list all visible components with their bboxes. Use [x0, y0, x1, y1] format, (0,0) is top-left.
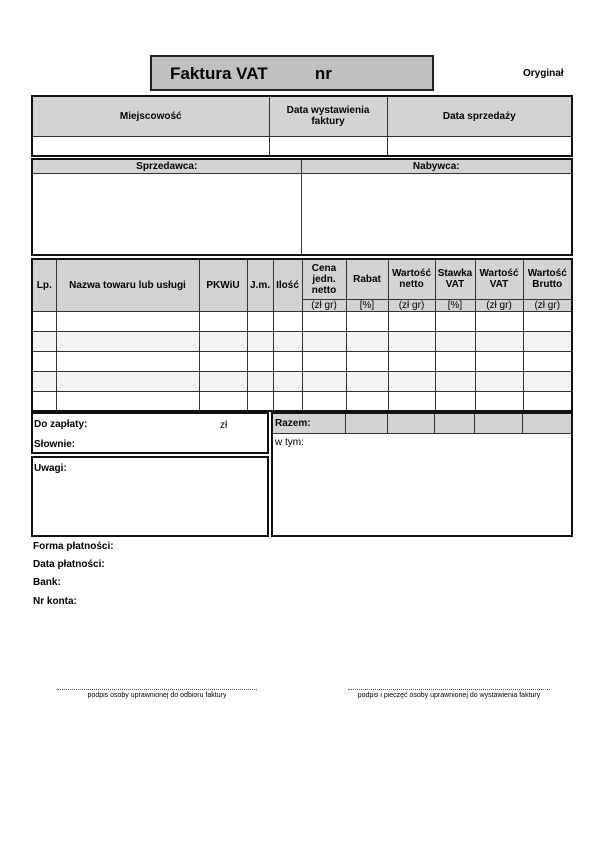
items-table	[31, 258, 573, 412]
to-pay-box	[31, 412, 269, 454]
col-qty: Ilość	[273, 259, 302, 311]
col-vat-value: Wartość VAT	[475, 259, 523, 299]
total-gross	[522, 413, 572, 433]
receiver-signature-line[interactable]	[57, 689, 257, 690]
payment-date-label: Data płatności:	[33, 559, 105, 570]
total-vat-rate	[434, 413, 474, 433]
place-value[interactable]	[32, 136, 269, 156]
col-discount: Rabat	[346, 259, 388, 299]
col-unit: J.m.	[247, 259, 273, 311]
vat-value-unit: (zł gr)	[475, 299, 523, 311]
discount-unit: [%]	[346, 299, 388, 311]
table-row[interactable]	[32, 371, 572, 391]
issue-date-header: Data wystawienia faktury	[269, 96, 387, 136]
gross-value-unit: (zł gr)	[523, 299, 572, 311]
sale-date-value[interactable]	[387, 136, 572, 156]
parties-table	[31, 158, 573, 256]
col-gross-value: Wartość Brutto	[523, 259, 572, 299]
dates-table	[31, 95, 573, 157]
total-label: Razem:	[272, 413, 345, 433]
invoice-title-box	[150, 55, 434, 91]
currency-label: zł	[220, 420, 228, 431]
col-vat-rate: Stawka VAT	[435, 259, 475, 299]
total-discount	[345, 413, 387, 433]
issuer-signature-line[interactable]	[348, 689, 550, 690]
seller-details[interactable]	[32, 173, 301, 255]
original-label: Oryginał	[523, 68, 564, 79]
issuer-signature-caption: podpis i pieczęć osoby uprawnionej do wystawienia faktury	[357, 692, 541, 699]
table-row[interactable]	[32, 391, 572, 411]
total-vat	[474, 413, 522, 433]
seller-header: Sprzedawca:	[32, 159, 301, 173]
col-lp: Lp.	[32, 259, 56, 311]
to-pay-label: Do zapłaty:	[34, 419, 88, 430]
notes-label: Uwagi:	[34, 463, 67, 474]
net-value-unit: (zł gr)	[388, 299, 435, 311]
unit-price-unit: (zł gr)	[302, 299, 346, 311]
buyer-details[interactable]	[301, 173, 572, 255]
place-header: Miejscowość	[32, 96, 269, 136]
totals-table	[271, 412, 573, 537]
table-row[interactable]	[32, 351, 572, 371]
invoice-title: Faktura VAT nr	[170, 64, 332, 83]
col-unit-price: Cena jedn. netto	[302, 259, 346, 299]
col-net-value: Wartość netto	[388, 259, 435, 299]
bank-label: Bank:	[33, 577, 61, 588]
account-number-label: Nr konta:	[33, 596, 77, 607]
col-pkwiu: PKWiU	[199, 259, 247, 311]
issue-date-value[interactable]	[269, 136, 387, 156]
receiver-signature-caption: podpis osoby uprawnionej do odbioru faktury	[87, 692, 227, 699]
total-net	[387, 413, 434, 433]
notes-box[interactable]	[31, 456, 269, 537]
buyer-header: Nabywca:	[301, 159, 572, 173]
sale-date-header: Data sprzedaży	[387, 96, 572, 136]
in-words-label: Słownie:	[34, 439, 76, 450]
col-name: Nazwa towaru lub usługi	[56, 259, 199, 311]
table-row[interactable]	[32, 311, 572, 331]
payment-method-label: Forma płatności:	[33, 541, 114, 552]
vat-rate-unit: [%]	[435, 299, 475, 311]
including-label: w tym:	[272, 433, 572, 536]
table-row[interactable]	[32, 331, 572, 351]
